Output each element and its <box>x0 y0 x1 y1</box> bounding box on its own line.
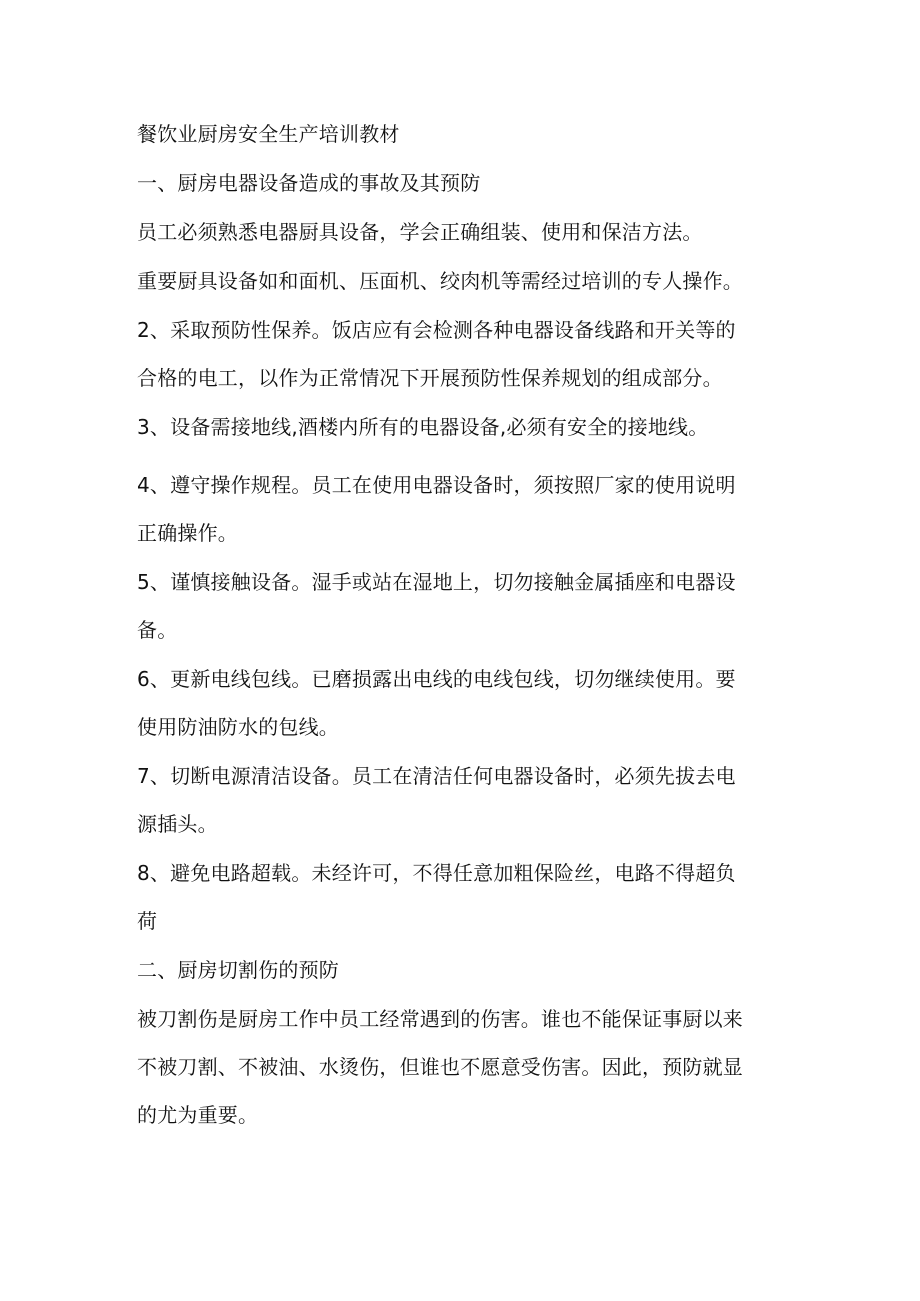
item-8-line-2: 荷 <box>137 909 158 933</box>
item-3: 3、设备需接地线,酒楼内所有的电器设备,必须有安全的接地线。 <box>137 415 709 439</box>
item-2-line-2: 合格的电工，以作为正常情况下开展预防性保养规划的组成部分。 <box>137 366 723 390</box>
item-8-line-1: 8、避免电路超载。未经许可，不得任意加粗保险丝，电路不得超负 <box>137 861 736 885</box>
item-2-line-1: 2、采取预防性保养。饭店应有会检测各种电器设备线路和开关等的 <box>137 318 736 342</box>
item-6-line-1: 6、更新电线包线。已磨损露出电线的电线包线，切勿继续使用。要 <box>137 667 736 691</box>
section-heading-electrical: 一、厨房电器设备造成的事故及其预防 <box>137 171 481 195</box>
item-5-line-2: 备。 <box>137 618 178 642</box>
item-4-line-2: 正确操作。 <box>137 521 238 545</box>
document-title: 餐饮业厨房安全生产培训教材 <box>137 122 400 146</box>
paragraph-cuts-line-3: 的尤为重要。 <box>137 1103 259 1127</box>
item-7-line-2: 源插头。 <box>137 812 218 836</box>
item-4-line-1: 4、遵守操作规程。员工在使用电器设备时，须按照厂家的使用说明 <box>137 473 736 497</box>
item-7-line-1: 7、切断电源清洁设备。员工在清洁任何电器设备时，必须先拔去电 <box>137 764 736 788</box>
paragraph-familiarize: 员工必须熟悉电器厨具设备，学会正确组装、使用和保洁方法。 <box>137 220 703 244</box>
item-5-line-1: 5、谨慎接触设备。湿手或站在湿地上，切勿接触金属插座和电器设 <box>137 570 736 594</box>
paragraph-cuts-line-1: 被刀割伤是厨房工作中员工经常遇到的伤害。谁也不能保证事厨以来 <box>137 1007 743 1031</box>
section-heading-cuts: 二、厨房切割伤的预防 <box>137 958 339 982</box>
document-body <box>137 118 797 1131</box>
item-6-line-2: 使用防油防水的包线。 <box>137 715 339 739</box>
paragraph-trained-operators: 重要厨具设备如和面机、压面机、绞肉机等需经过培训的专人操作。 <box>137 269 743 293</box>
paragraph-cuts-line-2: 不被刀割、不被油、水烫伤，但谁也不愿意受伤害。因此，预防就显 <box>137 1055 743 1079</box>
